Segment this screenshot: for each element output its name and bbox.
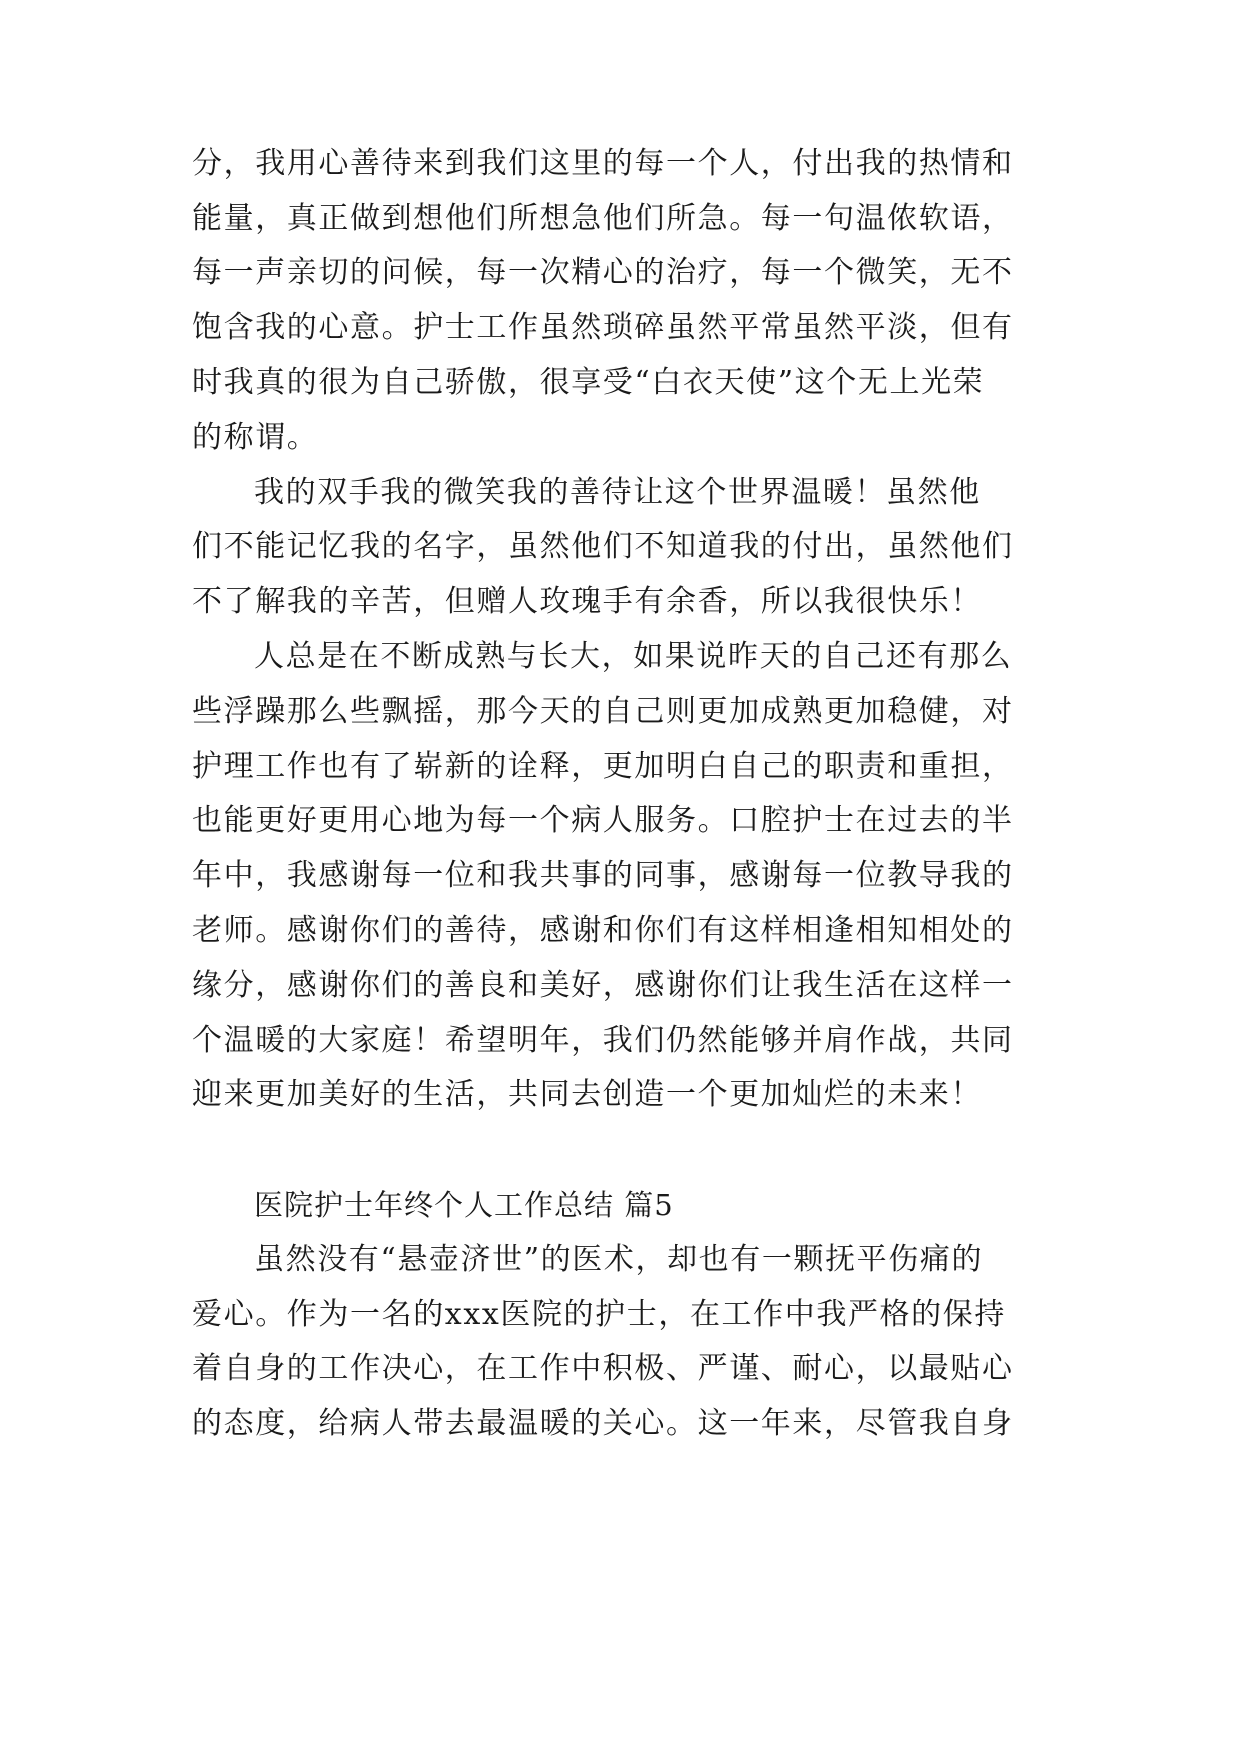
paragraph-line: 缘分，感谢你们的善良和美好，感谢你们让我生活在这样一 bbox=[192, 968, 1014, 1003]
paragraph-line: 爱心。作为一名的xxx医院的护士，在工作中我严格的保持 bbox=[192, 1297, 1006, 1332]
paragraph-line: 时我真的很为自己骄傲，很享受“白衣天使”这个无上光荣 bbox=[192, 365, 985, 400]
paragraph-line: 人总是在不断成熟与长大，如果说昨天的自己还有那么 bbox=[254, 639, 1013, 674]
paragraph-line: 每一声亲切的问候，每一次精心的治疗，每一个微笑，无不 bbox=[192, 255, 1014, 290]
paragraph-line: 年中，我感谢每一位和我共事的同事，感谢每一位教导我的 bbox=[192, 858, 1014, 893]
paragraph-line: 护理工作也有了崭新的诠释，更加明白自己的职责和重担， bbox=[192, 749, 1014, 784]
paragraph-line: 老师。感谢你们的善待，感谢和你们有这样相逢相知相处的 bbox=[192, 913, 1014, 948]
paragraph-line: 们不能记忆我的名字，虽然他们不知道我的付出，虽然他们 bbox=[192, 529, 1014, 564]
paragraph-line: 个温暖的大家庭！希望明年，我们仍然能够并肩作战，共同 bbox=[192, 1023, 1014, 1058]
paragraph-line: 分，我用心善待来到我们这里的每一个人，付出我的热情和 bbox=[192, 146, 1014, 181]
paragraph-line: 着自身的工作决心，在工作中积极、严谨、耐心，以最贴心 bbox=[192, 1351, 1014, 1386]
paragraph-line: 不了解我的辛苦，但赠人玫瑰手有余香，所以我很快乐！ bbox=[192, 584, 982, 619]
section-heading: 医院护士年终个人工作总结 篇5 bbox=[254, 1188, 674, 1222]
paragraph-line: 饱含我的心意。护士工作虽然琐碎虽然平常虽然平淡，但有 bbox=[192, 310, 1014, 345]
paragraph-line: 能量，真正做到想他们所想急他们所急。每一句温侬软语， bbox=[192, 201, 1014, 236]
paragraph-line: 虽然没有“悬壶济世”的医术，却也有一颗抚平伤痛的 bbox=[254, 1242, 984, 1277]
paragraph-line: 的态度，给病人带去最温暖的关心。这一年来，尽管我自身 bbox=[192, 1406, 1014, 1441]
paragraph-line: 些浮躁那么些飘摇，那今天的自己则更加成熟更加稳健，对 bbox=[192, 694, 1014, 729]
paragraph-line: 的称谓。 bbox=[192, 420, 319, 455]
paragraph-line: 迎来更加美好的生活，共同去创造一个更加灿烂的未来！ bbox=[192, 1077, 982, 1112]
paragraph-line: 也能更好更用心地为每一个病人服务。口腔护士在过去的半 bbox=[192, 803, 1014, 838]
paragraph-line: 我的双手我的微笑我的善待让这个世界温暖！虽然他 bbox=[254, 475, 981, 510]
